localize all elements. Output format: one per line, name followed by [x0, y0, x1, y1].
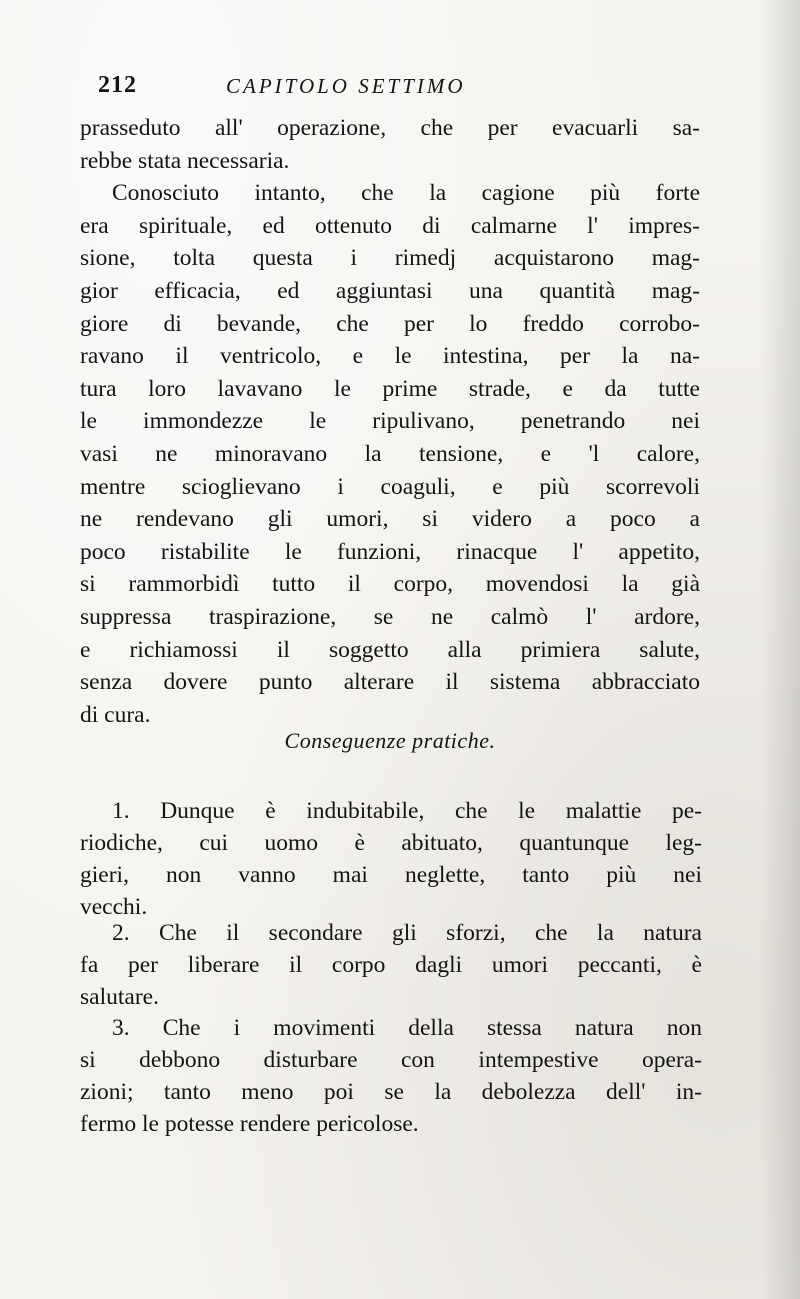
running-head: CAPITOLO SETTIMO: [226, 74, 466, 98]
text-line: di cura.: [80, 701, 151, 728]
text-line: Conosciuto intanto, che la cagione più forte: [112, 180, 700, 207]
text-line: riodiche, cui uomo è abituato, quantunque leg-: [80, 830, 702, 856]
numbered-item-3: [80, 1012, 702, 1140]
text-line: fermo le potesse rendere pericolose.: [80, 1111, 419, 1137]
text-line: 2. Che il secondare gli sforzi, che la natura: [112, 920, 702, 946]
section-heading: Conseguenze pratiche.: [284, 728, 496, 753]
text-line: e richiamossi il soggetto alla primiera salute,: [80, 636, 700, 663]
text-line: ne rendevano gli umori, si videro a poco a: [80, 506, 700, 533]
numbered-item-2: [80, 917, 702, 1013]
text-line: si rammorbidì tutto il corpo, movendosi la già: [80, 571, 700, 598]
numbered-item-1: [80, 795, 702, 923]
text-line: tura loro lavavano le prime strade, e da tutte: [80, 375, 700, 402]
text-line: 3. Che i movimenti della stessa natura non: [112, 1015, 702, 1041]
text-line: salutare.: [80, 984, 159, 1010]
page-header: [98, 70, 698, 110]
text-line: gieri, non vanno mai neglette, tanto più nei: [80, 862, 702, 888]
page-edge-shadow: [760, 0, 800, 1299]
text-line: 1. Dunque è indubitabile, che le malattie pe-: [112, 798, 702, 824]
text-line: prasseduto all' operazione, che per evacuarli sa-: [80, 115, 700, 141]
text-line: giore di bevande, che per lo freddo corrobo-: [80, 310, 700, 337]
text-line: zioni; tanto meno poi se la debolezza dell' in-: [80, 1079, 702, 1105]
text-line: era spirituale, ed ottenuto di calmarne l' impres-: [80, 212, 700, 239]
main-text: [80, 112, 700, 731]
text-line: rebbe stata necessaria.: [80, 147, 290, 174]
text-line: senza dovere punto alterare il sistema abbracciato: [80, 669, 700, 696]
text-line: si debbono disturbare con intempestive opera-: [80, 1047, 702, 1073]
text-line: sione, tolta questa i rimedj acquistarono mag-: [80, 245, 700, 272]
text-line: vecchi.: [80, 894, 148, 920]
text-line: le immondezze le ripulivano, penetrando nei: [80, 408, 700, 435]
text-line: ravano il ventricolo, e le intestina, per la na-: [80, 343, 700, 370]
text-line: suppressa traspirazione, se ne calmò l' ardore,: [80, 603, 700, 630]
page-number: 212: [98, 72, 137, 98]
text-line: fa per liberare il corpo dagli umori peccanti, è: [80, 952, 702, 978]
text-line: vasi ne minoravano la tensione, e 'l calore,: [80, 440, 700, 467]
text-line: mentre scioglievano i coaguli, e più scorrevoli: [80, 473, 700, 500]
text-line: poco ristabilite le funzioni, rinacque l' appetito,: [80, 538, 700, 565]
text-line: gior efficacia, ed aggiuntasi una quantità mag-: [80, 277, 700, 304]
